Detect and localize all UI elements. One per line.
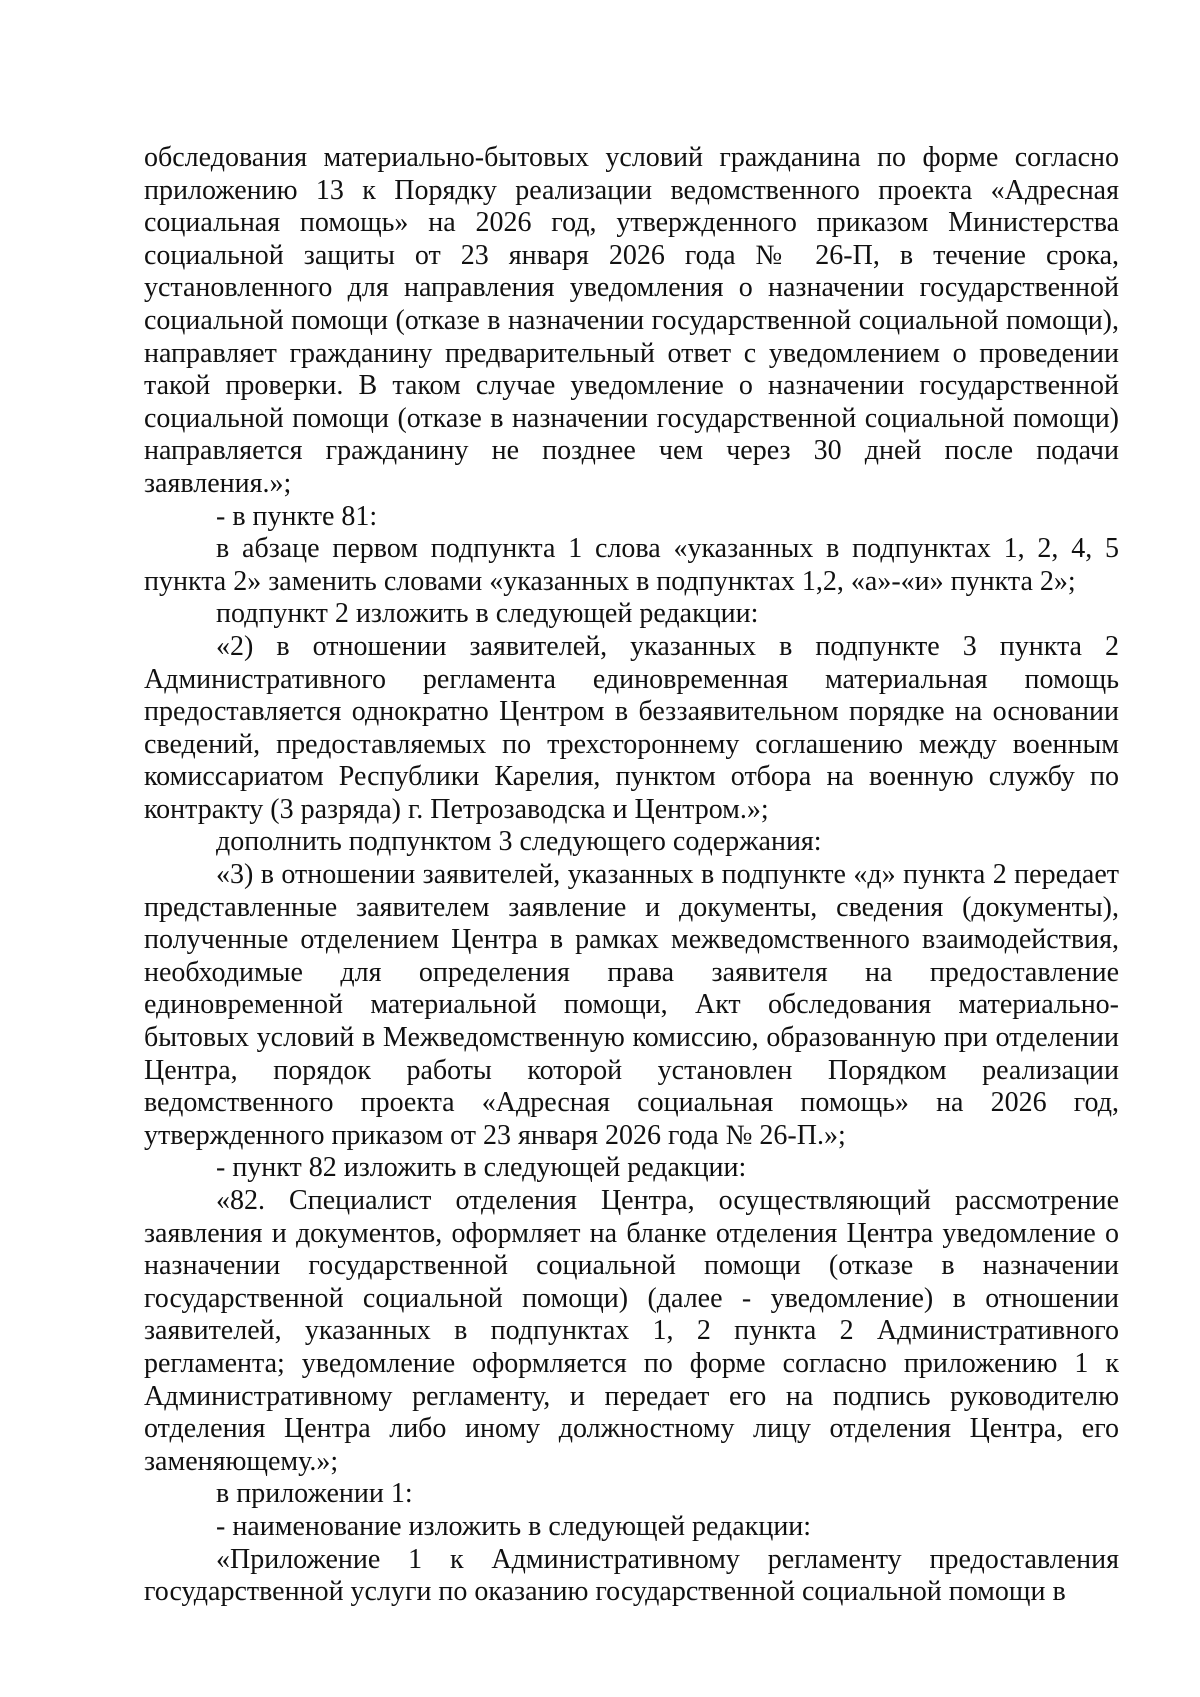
paragraph-subpoint-1-amendment: в абзаце первом подпункта 1 слова «указанных в подпунктах 1, 2, 4, 5 пункта 2» заменить словами «указанных в подпунктах 1,2, «а»-«и» пункта 2»; [144,533,1119,597]
paragraph-point-82-intro: - пункт 82 изложить в следующей редакции: [216,1152,747,1184]
paragraph-title-amendment-intro: - наименование изложить в следующей редакции: [216,1510,812,1542]
paragraph-appendix-1-title: «Приложение 1 к Административному регламенту предоставления государственной услуги по оказанию государственной социальной помощи в [144,1543,1119,1608]
paragraph-subpoint-3-text: «3) в отношении заявителей, указанных в подпункте «д» пункта 2 передает представленные заявителем заявление и документы, сведения (документы), полученные отделением Центра в рамках межведомственного взаимодействия, необходимые для определения права заявителя на предоставление единовременной материальной помощи, Акт обследования материально-бытовых условий в Межведомственную комиссию, образованную при отделении Центра, порядок работы которой установлен Порядком реализации ведомственного проекта «Адресная социальная помощь» на 2026 год, утвержденного приказом от 23 января 2026 года № 26-П.»; [144,859,1119,1151]
document-body [144,142,1119,1609]
paragraph-subpoint-3-intro: дополнить подпунктом 3 следующего содержания: [216,826,822,858]
paragraph-subpoint-2-text: «2) в отношении заявителей, указанных в подпункте 3 пункта 2 Административного регламента единовременная материальная помощь предоставляется однократно Центром в беззаявительном порядке на основании сведений, предоставляемых по трехстороннему соглашению между военным комиссариатом Республики Карелия, пунктом отбора на военную службу по контракту (3 разряда) г. Петрозаводска и Центром.»; [144,630,1119,825]
paragraph-appendix-1-heading: в приложении 1: [216,1478,413,1510]
paragraph-subpoint-2-intro: подпункт 2 изложить в следующей редакции: [216,598,759,630]
paragraph-point-81-heading: - в пункте 81: [216,500,378,532]
paragraph-inspection-continuation: обследования материально-бытовых условий гражданина по форме согласно приложению 13 к Порядку реализации ведомственного проекта «Адресная социальная помощь» на 2026 год, утвержденного приказом Министерства социальной защиты от 23 января 2026 года № 26-П, в течение срока, установленного для направления уведомления о назначении государственной социальной помощи (отказе в назначении государственной социальной помощи), направляет гражданину предварительный ответ с уведомлением о проведении такой проверки. В таком случае уведомление о назначении государственной социальной помощи (отказе в назначении государственной социальной помощи) направляется гражданину не позднее чем через 30 дней после подачи заявления.»; [144,142,1119,499]
paragraph-point-82-text: «82. Специалист отделения Центра, осуществляющий рассмотрение заявления и документов, оформляет на бланке отделения Центра уведомление о назначении государственной социальной помощи (отказе в назначении государственной социальной помощи) (далее - уведомление) в отношении заявителей, указанных в подпунктах 1, 2 пункта 2 Административного регламента; уведомление оформляется по форме согласно приложению 1 к Административному регламенту, и передает его на подпись руководителю отделения Центра либо иному должностному лицу отделения Центра, его заменяющему.»; [144,1185,1119,1477]
